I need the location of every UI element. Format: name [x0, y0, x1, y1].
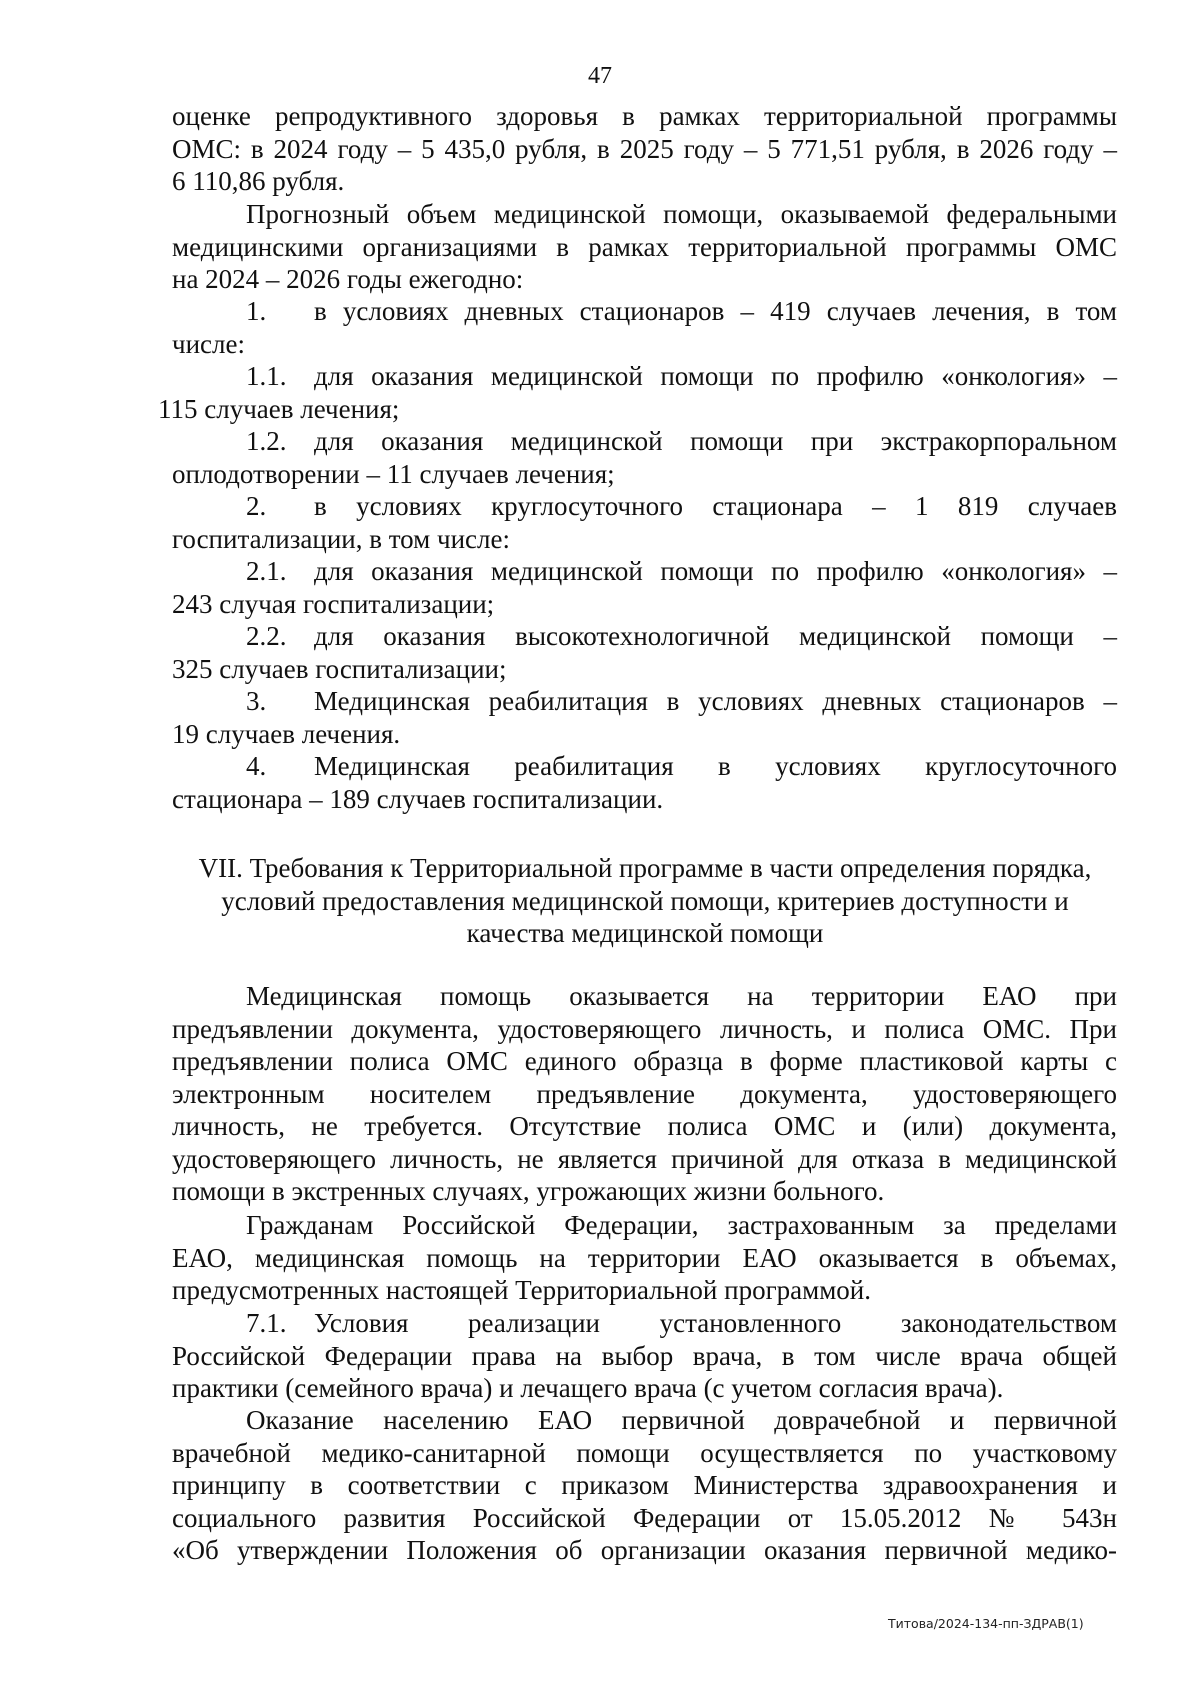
forecast-paragraph: [172, 198, 1117, 296]
item-number: 2.2.: [246, 621, 287, 651]
item-continuation: 243 случая госпитализации;: [172, 588, 495, 619]
item-text: Медицинская реабилитация в условиях дневных стационаров –: [314, 686, 1117, 716]
list-item: [158, 360, 1117, 425]
text-line: удостоверяющего личность, не является причиной для отказа в медицинской: [172, 1143, 1117, 1174]
text-line: оценке репродуктивного здоровья в рамках территориальной программы: [172, 101, 1117, 131]
text-line: Условия реализации установленного законодательством: [314, 1308, 1117, 1338]
text-line: на 2024 – 2026 годы ежегодно:: [172, 264, 524, 294]
list-item: [172, 295, 1117, 360]
paragraph-primary-care: [172, 1404, 1117, 1567]
text-line: Прогнозный объем медицинской помощи, оказываемой федеральными: [246, 199, 1117, 229]
subsection-7-1: [172, 1307, 1117, 1405]
text-line: «Об утверждении Положения об организации оказания первичной медико-: [172, 1535, 1117, 1565]
text-line: ОМС: в 2024 году – 5 435,0 рубля, в 2025 году – 5 771,51 рубля, в 2026 году –: [172, 133, 1117, 164]
item-continuation: госпитализации, в том числе:: [172, 523, 510, 554]
text-line: врачебной медико-санитарной помощи осуществляется по участковому: [172, 1437, 1117, 1468]
list-item: [172, 425, 1117, 490]
text-line: Оказание населению ЕАО первичной доврачебной и первичной: [246, 1405, 1117, 1435]
item-continuation: 19 случаев лечения.: [172, 718, 401, 749]
heading-line: качества медицинской помощи: [466, 918, 824, 948]
text-line: электронным носителем предъявление документа, удостоверяющего: [172, 1078, 1117, 1109]
text-line: принципу в соответствии с приказом Министерства здравоохранения и: [172, 1470, 1117, 1500]
list-item: [172, 490, 1117, 555]
item-continuation: 325 случаев госпитализации;: [172, 653, 507, 684]
text-line: помощи в экстренных случаях, угрожающих жизни больного.: [172, 1176, 885, 1206]
item-text: в условиях дневных стационаров – 419 случаев лечения, в том: [314, 296, 1117, 326]
item-number: 1.: [246, 296, 267, 326]
page-number: 47: [588, 63, 612, 89]
top-paragraph: [172, 100, 1117, 198]
text-line: Российской Федерации права на выбор врача, в том числе врача общей: [172, 1340, 1117, 1371]
list-item: [172, 555, 1117, 620]
item-number: 4.: [246, 751, 267, 781]
item-text: для оказания медицинской помощи по профилю «онкология» –: [314, 361, 1117, 391]
heading-line: VII. Требования к Территориальной программе в части определения порядка,: [198, 853, 1092, 883]
item-text: для оказания высокотехнологичной медицинской помощи –: [314, 621, 1117, 651]
item-continuation: числе:: [172, 328, 245, 359]
text-line: Медицинская помощь оказывается на территории ЕАО при: [246, 981, 1117, 1011]
item-continuation: оплодотворении – 11 случаев лечения;: [172, 458, 615, 489]
item-number: 2.: [246, 491, 267, 521]
item-text: в условиях круглосуточного стационара – 1 819 случаев: [314, 491, 1117, 521]
item-text: для оказания медицинской помощи по профилю «онкология» –: [314, 556, 1117, 586]
text-line: личность, не требуется. Отсутствие полиса ОМС и (или) документа,: [172, 1111, 1117, 1141]
item-continuation: стационара – 189 случаев госпитализации.: [172, 783, 664, 814]
list-item: [172, 750, 1117, 815]
item-number: 1.2.: [246, 426, 287, 456]
text-line: 6 110,86 рубля.: [172, 166, 345, 196]
text-line: Гражданам Российской Федерации, застрахованным за пределами: [246, 1210, 1117, 1240]
volume-list: [158, 295, 1117, 815]
text-line: предъявлении полиса ОМС единого образца в форме пластиковой карты с: [172, 1046, 1117, 1076]
text-line: предусмотренных настоящей Территориальной программой.: [172, 1275, 871, 1305]
item-continuation: 115 случаев лечения;: [158, 393, 400, 424]
text-line: медицинскими организациями в рамках территориальной программы ОМС: [172, 231, 1117, 262]
text-line: ЕАО, медицинская помощь на территории ЕАО оказывается в объемах,: [172, 1242, 1117, 1273]
section-heading: [160, 852, 1130, 950]
paragraph-citizens: [172, 1209, 1117, 1307]
text-line: социального развития Российской Федерации от 15.05.2012 № 543н: [172, 1502, 1117, 1533]
heading-line: условий предоставления медицинской помощи, критериев доступности и: [221, 885, 1069, 916]
item-text: для оказания медицинской помощи при экстракорпоральном: [314, 426, 1117, 456]
list-item: [172, 685, 1117, 750]
item-text: Медицинская реабилитация в условиях круглосуточного: [314, 751, 1117, 781]
subsection-number: 7.1.: [246, 1308, 287, 1338]
text-line: предъявлении документа, удостоверяющего личность, и полиса ОМС. При: [172, 1013, 1117, 1044]
item-number: 3.: [246, 686, 267, 716]
paragraph-documents: [172, 980, 1117, 1208]
item-number: 2.1.: [246, 556, 287, 586]
text-line: практики (семейного врача) и лечащего врача (с учетом согласия врача).: [172, 1373, 1004, 1403]
item-number: 1.1.: [246, 361, 287, 391]
list-item: [172, 620, 1117, 685]
document-reference-footer: Титова/2024-134-пп-ЗДРАВ(1): [888, 1616, 1084, 1631]
